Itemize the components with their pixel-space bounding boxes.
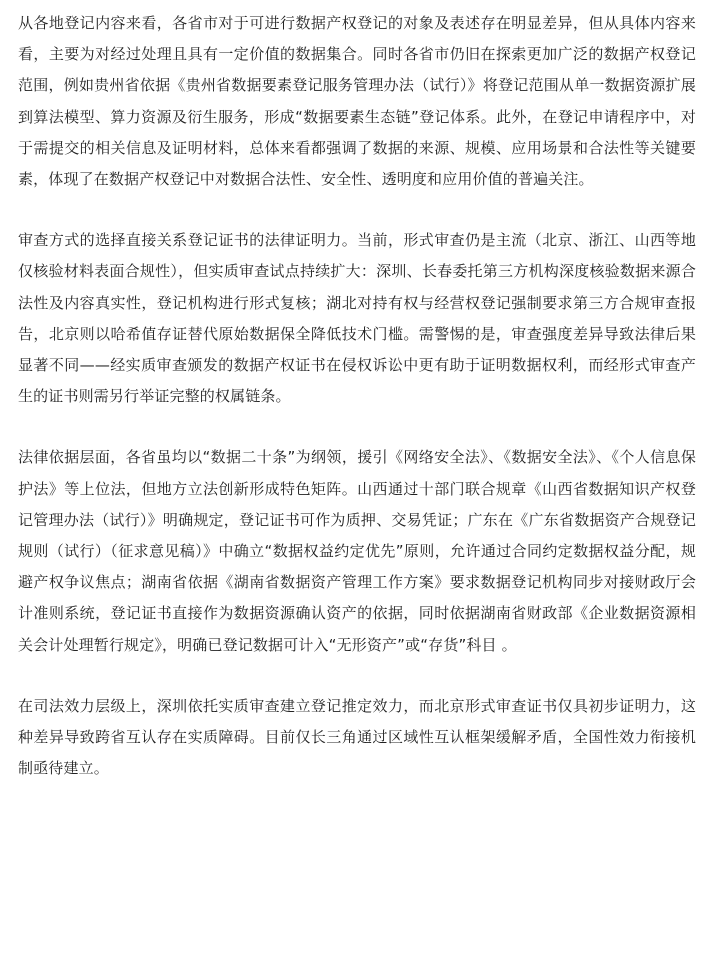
- paragraph-legal-basis: 法律依据层面，各省虽均以“数据二十条”为纲领，援引《网络安全法》、《数据安全法》、《个人信息保护法》等上位法，但地方立法创新形成特色矩阵。山西通过十部门联合规章《山西省数据知识产权登记管理办法（试行）》明确规定，登记证书可作为质押、交易凭证；广东在《广东省数据资产合规登记规则（试行）（征求意见稿）》中确立“数据权益约定优先”原则，允许通过合同约定数据权益分配，规避产权争议焦点；湖南省依据《湖南省数据资产管理工作方案》要求数据登记机构同步对接财政厅会计准则系统，登记证书直接作为数据资源确认资产的依据，同时依据湖南省财政部《企业数据资源相关会计处理暂行规定》，明确已登记数据可计入“无形资产”或“存货”科目 。: [18, 448, 696, 654]
- paragraph-registration-scope: 从各地登记内容来看，各省市对于可进行数据产权登记的对象及表述存在明显差异，但从具体内容来看，主要为对经过处理且具有一定价值的数据集合。同时各省市仍旧在探索更加广泛的数据产权登记范围，例如贵州省依据《贵州省数据要素登记服务管理办法（试行）》将登记范围从单一数据资源扩展到算法模型、算力资源及衍生服务，形成“数据要素生态链”登记体系。此外，在登记申请程序中，对于需提交的相关信息及证明材料，总体来看都强调了数据的来源、规模、应用场景和合法性等关键要素，体现了在数据产权登记中对数据合法性、安全性、透明度和应用价值的普遍关注。: [18, 14, 696, 189]
- paragraph-judicial-effect: 在司法效力层级上，深圳依托实质审查建立登记推定效力，而北京形式审查证书仅具初步证明力，这种差异导致跨省互认存在实质障碍。目前仅长三角通过区域性互认框架缓解矛盾，全国性效力衔接机制亟待建立。: [18, 696, 696, 778]
- article-body: [18, 8, 696, 784]
- paragraph-review-method: 审查方式的选择直接关系登记证书的法律证明力。当前，形式审查仍是主流（北京、浙江、山西等地仅核验材料表面合规性），但实质审查试点持续扩大：深圳、长春委托第三方机构深度核验数据来源合法性及内容真实性，登记机构进行形式复核；湖北对持有权与经营权登记强制要求第三方合规审查报告，北京则以哈希值存证替代原始数据保全降低技术门槛。需警惕的是，审查强度差异导致法律后果显著不同——经实质审查颁发的数据产权证书在侵权诉讼中更有助于证明数据权利，而经形式审查产生的证书则需另行举证完整的权属链条。: [18, 231, 696, 406]
